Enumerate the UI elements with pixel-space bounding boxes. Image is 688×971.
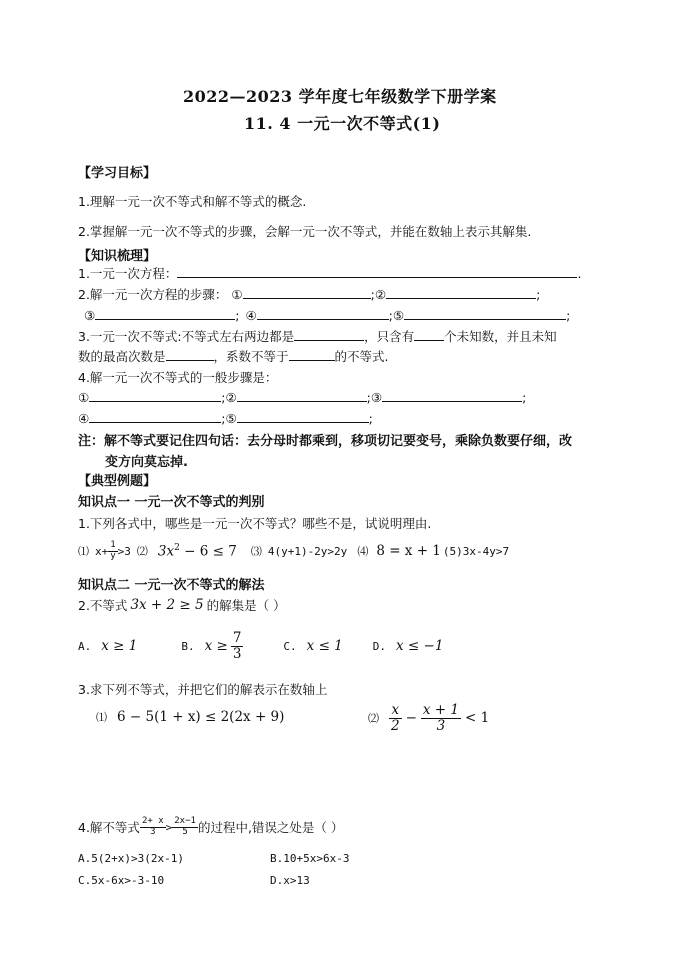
review-q3-blank-4[interactable] (289, 347, 335, 361)
objective-2: 2.掌握解一元一次不等式的步骤，会解一元一次不等式，并能在数轴上表示其解集. (78, 224, 532, 239)
option-d-label: D. (372, 639, 387, 653)
q3-part2-label: ⑵ (368, 712, 379, 725)
item-2-label: ⑵ (136, 545, 148, 558)
item-2-expr-a: 3x (157, 543, 175, 560)
example-q2 (78, 596, 286, 614)
note-line-1: 注：解不等式要记住四句话：去分母时都乘到，移项切记要变号，乘除负数要仔细，改 (78, 434, 573, 449)
circle-5: ⑤ (392, 308, 405, 323)
circle-4: ④ (78, 411, 90, 426)
separator: ; (566, 308, 571, 323)
examples-heading: 【典型例题】 (78, 474, 157, 489)
separator: ; (536, 287, 541, 302)
circle-1: ① (78, 390, 90, 405)
objectives-heading: 【学习目标】 (78, 166, 157, 181)
objective-1: 1.理解一元一次不等式和解不等式的概念. (78, 194, 307, 209)
q3-part1-expr: 6 − 5(1 + x) ≤ 2(2x + 9) (117, 709, 285, 725)
example-q1: 1.下列各式中，哪些是一元一次不等式？哪些不是，试说明理由. (78, 516, 432, 531)
q4-numerator-2: 2x−1 (174, 815, 196, 826)
q4-numerator-1: 2+ x (141, 815, 164, 826)
item-1-expr-b: >3 (117, 544, 131, 558)
ineq-step-1-blank[interactable] (89, 388, 221, 402)
review-q4-steps-row1 (78, 388, 526, 405)
review-q2-cont (84, 306, 570, 323)
q4-fraction-2 (172, 817, 198, 838)
item-1-label: ⑴ (78, 545, 89, 558)
example-q4-text-b: 的过程中,错误之处是（ ） (197, 820, 344, 835)
item-1-expr-a: x+ (95, 544, 109, 558)
item-3-label: ⑶ (250, 545, 262, 558)
option-b-denominator: 3 (232, 645, 242, 662)
item-2-expr-b: − 6 ≤ 7 (179, 543, 237, 560)
option-b-label: B. (181, 639, 195, 653)
review-q3-cont (78, 347, 389, 365)
review-q3-blank-1[interactable] (294, 327, 364, 341)
review-q1-end: . (577, 266, 582, 281)
knowledge-point-1: 知识点一 一元一次不等式的判别 (78, 495, 265, 510)
review-q4: 4.解一元一次不等式的一般步骤是： (78, 370, 278, 385)
q4-option-b: B.10+5x>6x-3 (270, 852, 350, 865)
review-q3-text-f: 的不等式. (334, 349, 389, 364)
step-5-blank[interactable] (404, 306, 566, 320)
example-q2-text-b: 的解集是（ ） (206, 598, 286, 613)
review-q3-text-a: 3.一元一次不等式:不等式左右两边都是 (78, 329, 295, 344)
step-3-blank[interactable] (95, 306, 235, 320)
q3-part2-fraction-2 (421, 703, 461, 734)
ineq-step-3-blank[interactable] (382, 388, 522, 402)
review-q4-steps-row2 (78, 409, 373, 426)
option-c-label: C. (283, 639, 297, 653)
review-q1 (78, 264, 581, 282)
item-3-expr: 4(y+1)-2y>2y (267, 544, 348, 558)
review-q3-blank-2[interactable] (414, 327, 444, 341)
q4-denominator-1: 3 (150, 826, 156, 837)
circle-3: ③ (84, 308, 96, 323)
review-q2-label: 2.解一元一次方程的步骤： (78, 287, 228, 302)
item-5-expr: 3x-4y>7 (462, 544, 510, 558)
example-q3: 3.求下列不等式，并把它们的解表示在数轴上 (78, 682, 328, 697)
circle-4: ④ (245, 308, 257, 323)
circle-5: ⑤ (225, 411, 237, 426)
q4-option-a: A.5(2+x)>3(2x-1) (78, 852, 184, 865)
item-5-label: (5) (442, 544, 463, 558)
q4-denominator-2: 5 (182, 826, 188, 837)
example-q2-text-a: 2.不等式 (78, 598, 128, 613)
q3-part2-denominator-1: 2 (391, 717, 400, 734)
circle-3: ③ (370, 390, 383, 405)
separator: ; (221, 411, 226, 426)
separator: ; (368, 411, 373, 426)
example-q4-text-a: 4.解不等式 (78, 820, 140, 835)
option-a-expr: x ≥ 1 (101, 638, 138, 654)
review-q3-text-e: ，系数不等于 (213, 349, 289, 364)
q4-greater-than: > (165, 820, 173, 834)
q3-part1-label: ⑴ (96, 711, 107, 724)
page-subtitle: 11. 4 一元一次不等式(1) (244, 114, 441, 133)
q3-part2-fraction-1 (389, 703, 402, 734)
q4-fraction-1 (140, 817, 166, 838)
item-1-denominator: y (110, 550, 116, 561)
q4-option-d: D.x>13 (270, 874, 310, 887)
separator: ; (370, 287, 375, 302)
page-title: 2022—2023 学年度七年级数学下册学案 (183, 87, 497, 106)
separator: ; (366, 390, 371, 405)
q3-part2-numerator-2: x + 1 (422, 701, 460, 718)
item-4-expr: 8 = x + 1 (376, 543, 441, 559)
q3-part2-tail: < 1 (465, 710, 490, 726)
option-d-expr: x ≤ −1 (396, 638, 444, 654)
ineq-step-5-blank[interactable] (237, 409, 369, 423)
review-q1-blank[interactable] (177, 264, 577, 278)
example-q3-part2 (368, 698, 489, 738)
review-q3-text-c: 个未知数，并且未知 (444, 329, 557, 344)
review-q1-label: 1.一元一次方程： (78, 266, 178, 281)
review-q3-blank-3[interactable] (166, 347, 214, 361)
review-q3-text-d: 数的最高次数是 (78, 349, 166, 364)
example-q3-part1 (96, 706, 284, 728)
q4-option-c: C.5x-6x>-3-10 (78, 874, 165, 887)
item-2-exponent: 2 (174, 542, 180, 553)
option-c-expr: x ≤ 1 (306, 638, 343, 654)
item-4-label: ⑷ (357, 545, 369, 558)
item-1-fraction (108, 541, 117, 562)
q3-part2-denominator-2: 3 (436, 717, 446, 734)
item-1-numerator: 1 (110, 539, 116, 550)
step-2-blank[interactable] (386, 285, 536, 299)
example-q1-items (78, 536, 509, 566)
option-b-numerator: 7 (232, 629, 242, 646)
separator: ; (221, 390, 226, 405)
circle-2: ② (374, 287, 387, 302)
option-b-expr: x ≥ (204, 638, 228, 654)
circle-1: ① (231, 287, 243, 302)
ineq-step-4-blank[interactable] (89, 409, 221, 423)
example-q2-options (78, 626, 443, 666)
option-a-label: A. (78, 639, 92, 653)
separator: ; (388, 308, 393, 323)
example-q2-expr: 3x + 2 ≥ 5 (130, 597, 204, 613)
step-1-blank[interactable] (243, 285, 371, 299)
review-q3-text-b: ，只含有 (364, 329, 415, 344)
q3-part2-minus: − (405, 710, 417, 726)
step-4-blank[interactable] (257, 306, 389, 320)
example-q4 (78, 814, 343, 840)
ineq-step-2-blank[interactable] (237, 388, 367, 402)
q3-part2-numerator-1: x (389, 703, 402, 719)
review-heading: 【知识梳理】 (78, 249, 157, 264)
knowledge-point-2: 知识点二 一元一次不等式的解法 (78, 578, 265, 593)
separator: ; (522, 390, 527, 405)
option-b-fraction (231, 631, 244, 662)
circle-2: ② (225, 390, 237, 405)
separator: ; (235, 308, 240, 323)
note-line-2: 变方向莫忘掉. (105, 455, 188, 470)
review-q2 (78, 285, 540, 303)
review-q3 (78, 327, 557, 345)
